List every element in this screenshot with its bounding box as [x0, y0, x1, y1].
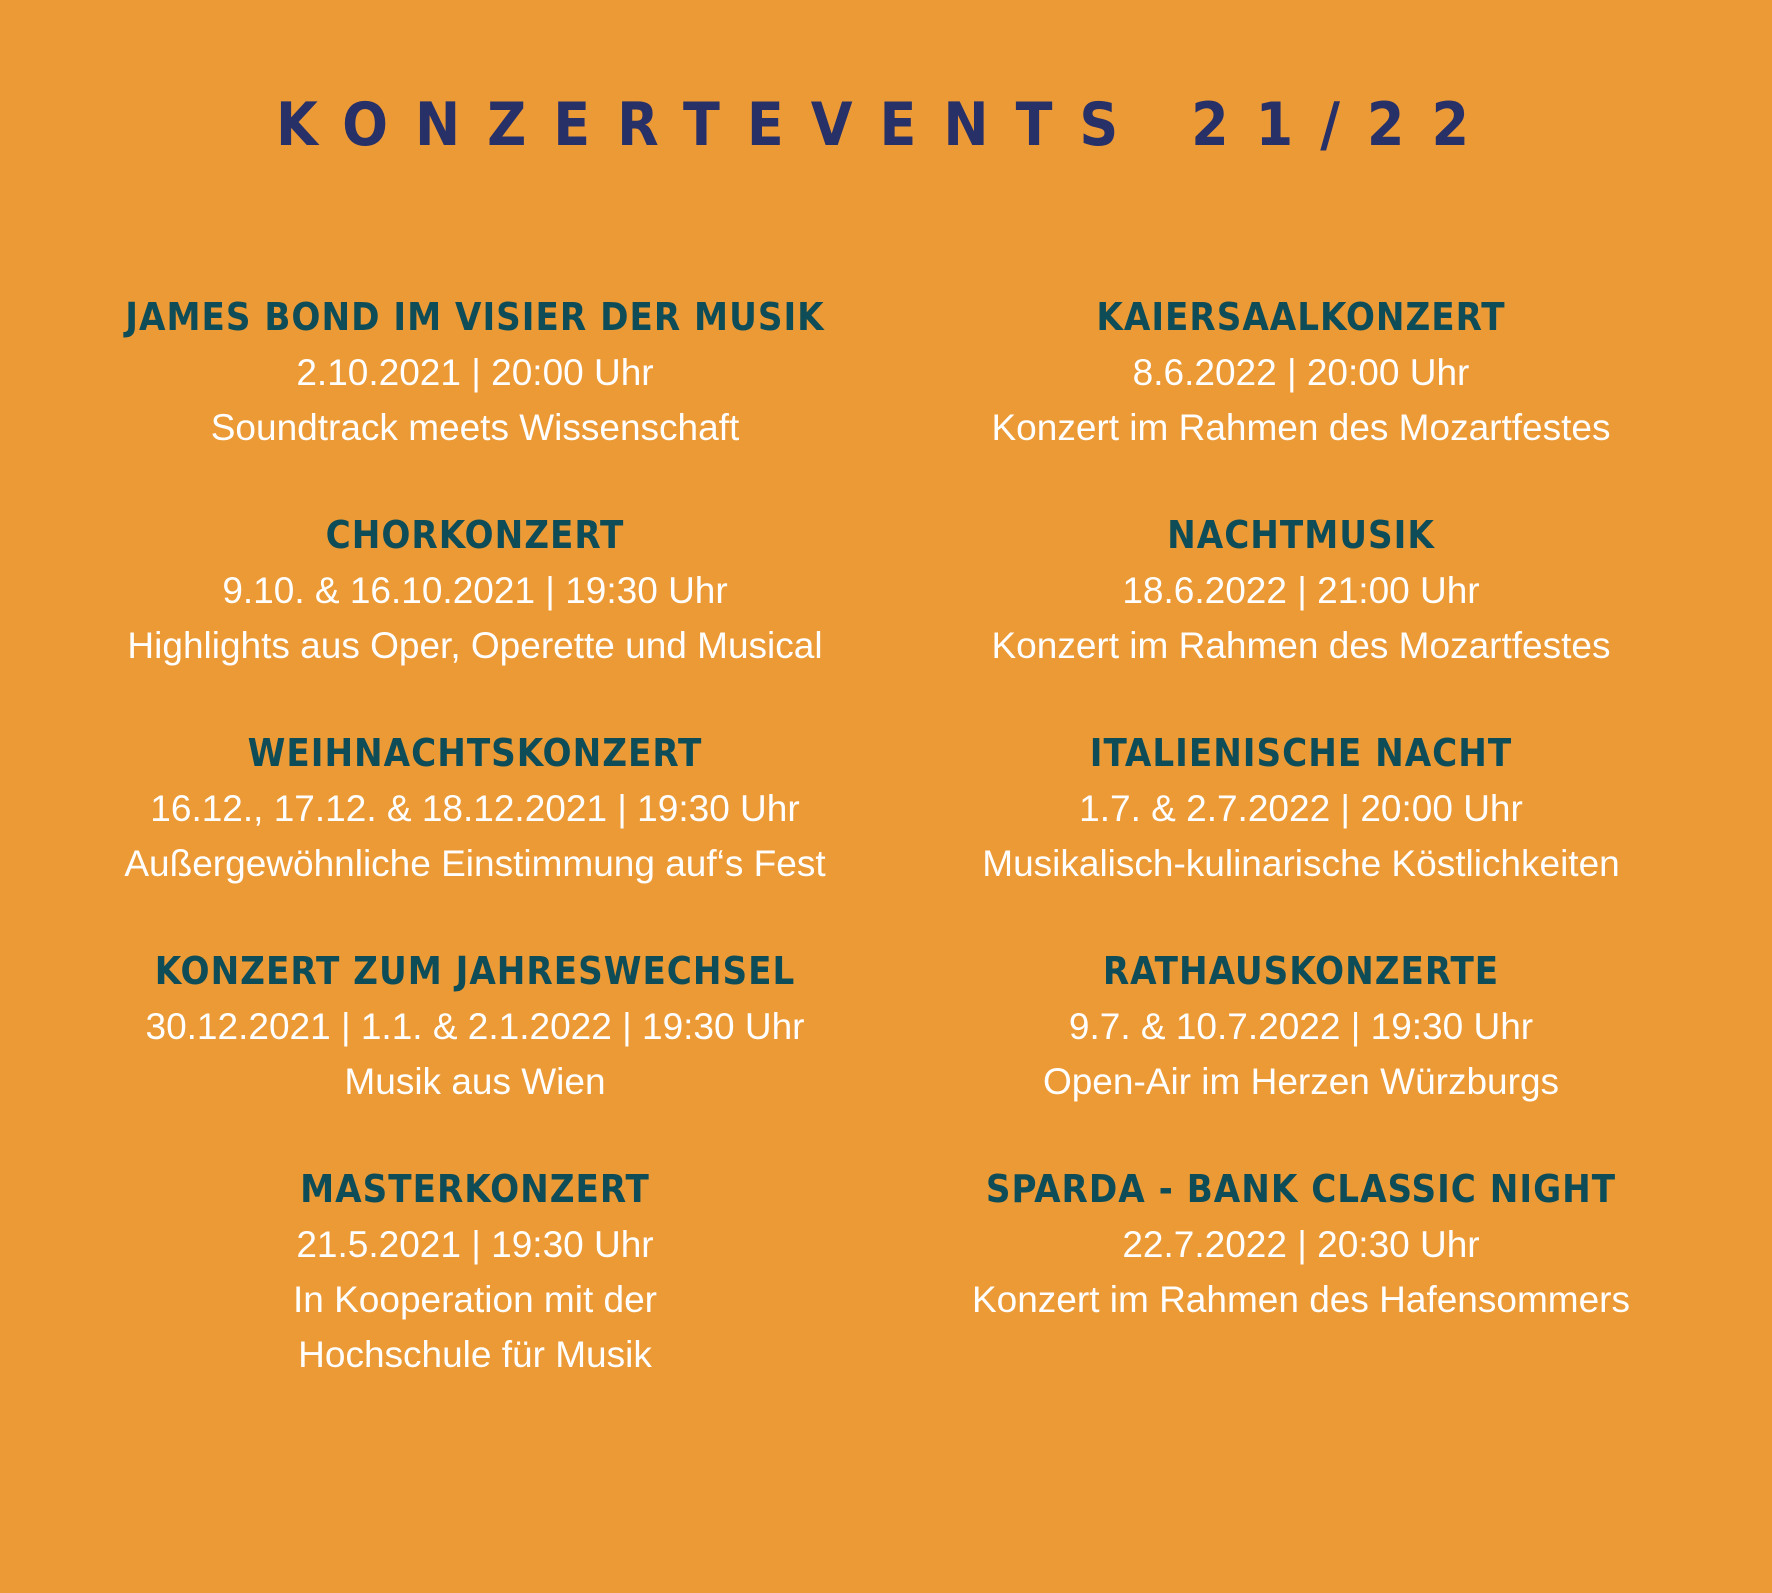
event-sparda-bank-classic-night [891, 1161, 1711, 1327]
event-rathauskonzerte [891, 943, 1711, 1109]
event-title: KONZERT ZUM JAHRESWECHSEL [154, 949, 796, 993]
event-james-bond [65, 289, 885, 455]
event-description: Highlights aus Oper, Operette und Musical [127, 625, 823, 666]
event-date: 18.6.2022 | 21:00 Uhr [1122, 570, 1480, 611]
event-description: Open-Air im Herzen Würzburgs [1042, 1061, 1560, 1102]
event-title: MASTERKONZERT [300, 1167, 650, 1211]
event-chorkonzert [65, 507, 885, 673]
event-description: Außergewöhnliche Einstimmung auf‘s Fest [124, 843, 826, 884]
event-masterkonzert [65, 1161, 885, 1382]
event-date: 21.5.2021 | 19:30 Uhr [296, 1224, 654, 1265]
event-title: WEIHNACHTSKONZERT [247, 731, 703, 775]
event-jahreswechsel [65, 943, 885, 1109]
event-date: 9.10. & 16.10.2021 | 19:30 Uhr [222, 570, 728, 611]
event-date: 9.7. & 10.7.2022 | 19:30 Uhr [1068, 1006, 1534, 1047]
event-date: 2.10.2021 | 20:00 Uhr [296, 352, 654, 393]
event-weihnachtskonzert [65, 725, 885, 891]
page-title: KONZERTEVENTS 21/22 [275, 90, 1497, 160]
event-date: 1.7. & 2.7.2022 | 20:00 Uhr [1079, 788, 1523, 829]
event-description: Konzert im Rahmen des Mozartfestes [991, 625, 1611, 666]
event-title: NACHTMUSIK [1167, 513, 1435, 557]
event-date: 30.12.2021 | 1.1. & 2.1.2022 | 19:30 Uhr [145, 1006, 805, 1047]
event-nachtmusik [891, 507, 1711, 673]
event-date: 8.6.2022 | 20:00 Uhr [1132, 352, 1470, 393]
event-description: Musikalisch-kulinarische Köstlichkeiten [982, 843, 1620, 884]
event-title: SPARDA - BANK CLASSIC NIGHT [985, 1167, 1617, 1211]
right-event-column [891, 289, 1711, 1379]
event-description: Konzert im Rahmen des Mozartfestes [991, 407, 1611, 448]
event-description: Soundtrack meets Wissenschaft [210, 407, 740, 448]
event-description: Konzert im Rahmen des Hafensommers [971, 1279, 1631, 1320]
event-title: CHORKONZERT [325, 513, 625, 557]
event-date: 16.12., 17.12. & 18.12.2021 | 19:30 Uhr [150, 788, 800, 829]
event-kaiersaalkonzert [891, 289, 1711, 455]
event-title: ITALIENISCHE NACHT [1089, 731, 1513, 775]
event-title: RATHAUSKONZERTE [1102, 949, 1500, 993]
event-title: KAIERSAALKONZERT [1096, 295, 1506, 339]
event-date: 22.7.2022 | 20:30 Uhr [1122, 1224, 1480, 1265]
left-event-column [65, 289, 885, 1434]
event-title: JAMES BOND IM VISIER DER MUSIK [125, 295, 825, 339]
event-italienische-nacht [891, 725, 1711, 891]
event-description: In Kooperation mit der [292, 1279, 658, 1320]
event-description: Musik aus Wien [344, 1061, 606, 1102]
event-description: Hochschule für Musik [298, 1334, 652, 1375]
